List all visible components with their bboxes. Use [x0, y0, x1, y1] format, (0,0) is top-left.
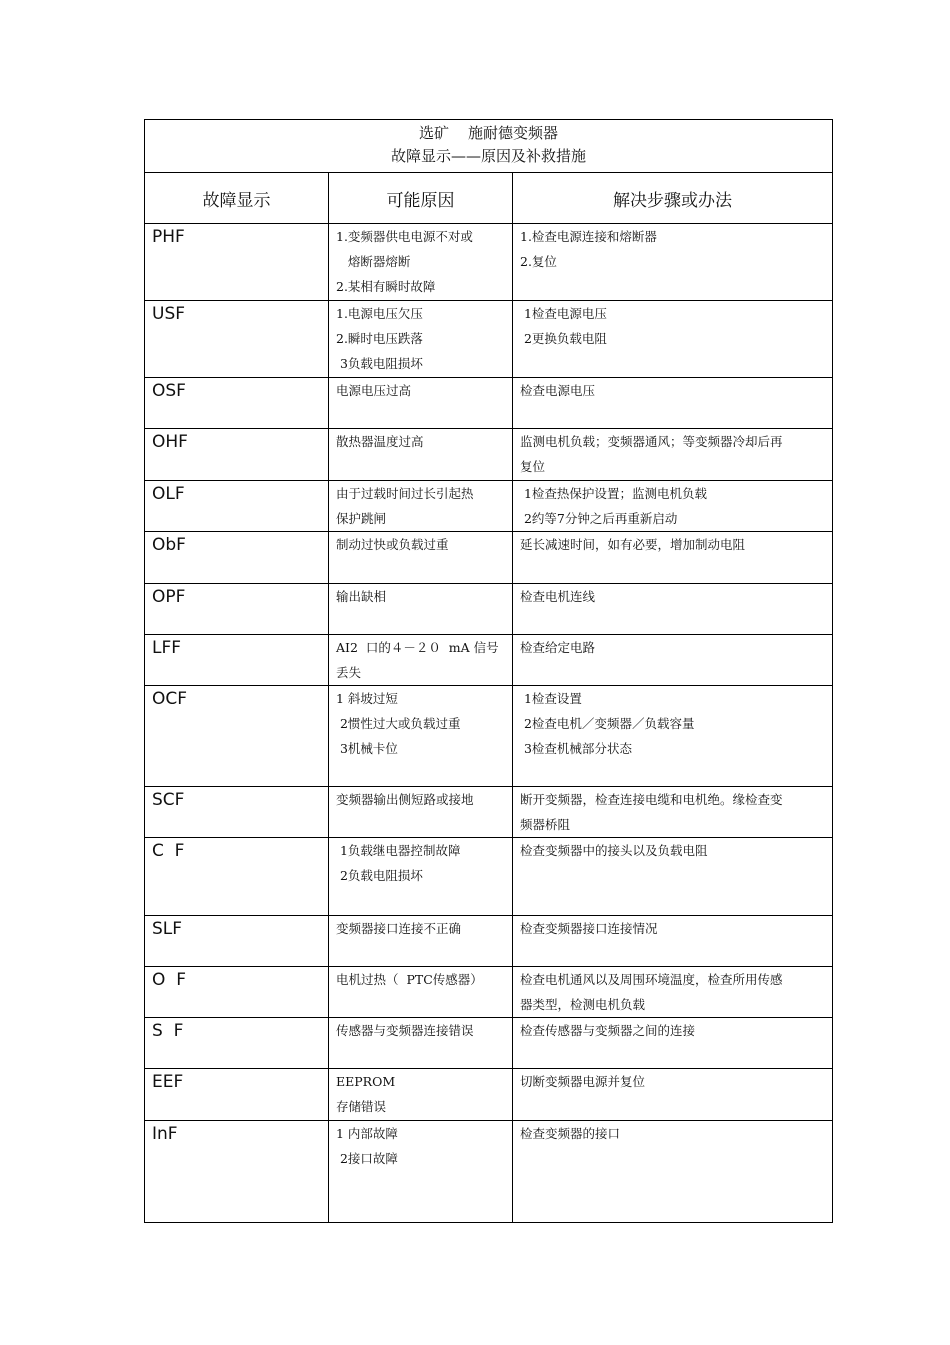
solution-line: 1.检查电源连接和熔断器: [520, 229, 657, 244]
solution-line: 频器桥阻: [520, 817, 571, 832]
table-row: [145, 787, 833, 838]
table-row: [145, 584, 833, 635]
cause-line: 1.变频器供电电源不对或: [336, 229, 473, 244]
fault-code: C F: [145, 838, 329, 916]
cause-line: 1 内部故障: [336, 1126, 398, 1141]
solution-line: 断开变频器，检查连接电缆和电机绝。缘检查变: [520, 792, 783, 807]
solution-line: 检查变频器中的接头以及负载电阻: [520, 843, 708, 858]
table-row: [145, 532, 833, 584]
cause-line: 1负载继电器控制故障: [336, 843, 461, 858]
header-fault-display: 故障显示: [145, 173, 329, 224]
solution-line: 1检查设置: [520, 691, 582, 706]
solution-cell: [513, 532, 833, 584]
solution-cell: [513, 916, 833, 967]
fault-code: OPF: [145, 584, 329, 635]
solution-line: 检查变频器接口连接情况: [520, 921, 658, 936]
solution-line: 2约等7分钟之后再重新启动: [520, 511, 678, 526]
cause-line: 2.瞬时电压跌落: [336, 331, 423, 346]
cause-line: 传感器与变频器连接错误: [336, 1023, 474, 1038]
solution-line: 复位: [520, 459, 546, 474]
table-row: [145, 838, 833, 916]
header-solution: 解决步骤或办法: [513, 173, 833, 224]
cause-line: 存储错误: [336, 1099, 387, 1114]
cause-line: 由于过载时间过长引起热: [336, 486, 474, 501]
fault-code: OSF: [145, 378, 329, 429]
possible-cause-cell: [329, 838, 513, 916]
cause-line: 熔断器熔断: [336, 254, 411, 269]
possible-cause-cell: [329, 1069, 513, 1121]
title-line-1: 选矿 施耐德变频器: [418, 124, 559, 142]
cause-line: 散热器温度过高: [336, 434, 424, 449]
cause-line: 电源电压过高: [336, 383, 412, 398]
possible-cause-cell: [329, 916, 513, 967]
solution-cell: [513, 967, 833, 1018]
solution-line: 检查传感器与变频器之间的连接: [520, 1023, 696, 1038]
fault-code: O F: [145, 967, 329, 1018]
solution-cell: [513, 481, 833, 532]
solution-line: 1检查热保护设置；监测电机负载: [520, 486, 707, 501]
table-row: [145, 1018, 833, 1069]
header-possible-cause: 可能原因: [329, 173, 513, 224]
solution-cell: [513, 584, 833, 635]
table-row: [145, 1121, 833, 1223]
cause-line: 2惯性过大或负载过重: [336, 716, 461, 731]
solution-cell: [513, 1069, 833, 1121]
possible-cause-cell: [329, 787, 513, 838]
solution-line: 切断变频器电源并复位: [520, 1074, 646, 1089]
cause-line: 3负载电阻损坏: [336, 356, 423, 371]
solution-cell: [513, 635, 833, 686]
possible-cause-cell: [329, 301, 513, 378]
table-row: [145, 686, 833, 787]
solution-line: 2.复位: [520, 254, 557, 269]
solution-line: 1检查电源电压: [520, 306, 607, 321]
title-line-2: 故障显示——原因及补救措施: [391, 147, 587, 165]
table-row: [145, 481, 833, 532]
possible-cause-cell: [329, 532, 513, 584]
possible-cause-cell: [329, 429, 513, 481]
cause-line: 变频器输出侧短路或接地: [336, 792, 474, 807]
cause-line: AI2 口的４－２０ mA 信号: [336, 640, 499, 655]
fault-code: SLF: [145, 916, 329, 967]
fault-code: OLF: [145, 481, 329, 532]
cause-line: 制动过快或负载过重: [336, 537, 449, 552]
solution-line: 2更换负载电阻: [520, 331, 607, 346]
possible-cause-cell: [329, 481, 513, 532]
solution-line: 2检查电机／变频器／负载容量: [520, 716, 695, 731]
possible-cause-cell: [329, 1121, 513, 1223]
fault-code: S F: [145, 1018, 329, 1069]
fault-code: USF: [145, 301, 329, 378]
fault-code: OCF: [145, 686, 329, 787]
solution-cell: [513, 1018, 833, 1069]
possible-cause-cell: [329, 224, 513, 301]
possible-cause-cell: [329, 378, 513, 429]
cause-line: EEPROM: [336, 1074, 396, 1089]
fault-code: OHF: [145, 429, 329, 481]
table-row: [145, 378, 833, 429]
solution-cell: [513, 686, 833, 787]
cause-line: 2负载电阻损坏: [336, 868, 423, 883]
cause-line: 3机械卡位: [336, 741, 398, 756]
cause-line: 电机过热（ PTC传感器）: [336, 972, 483, 987]
fault-code: ObF: [145, 532, 329, 584]
table-row: [145, 224, 833, 301]
table-row: [145, 635, 833, 686]
cause-line: 2.某相有瞬时故障: [336, 279, 436, 294]
cause-line: 2接口故障: [336, 1151, 398, 1166]
table-row: [145, 301, 833, 378]
cause-line: 输出缺相: [336, 589, 387, 604]
solution-cell: [513, 429, 833, 481]
fault-code: LFF: [145, 635, 329, 686]
table-row: [145, 429, 833, 481]
solution-line: 检查给定电路: [520, 640, 596, 655]
cause-line: 丢失: [336, 665, 362, 680]
fault-code: SCF: [145, 787, 329, 838]
possible-cause-cell: [329, 635, 513, 686]
solution-line: 检查变频器的接口: [520, 1126, 621, 1141]
solution-cell: [513, 1121, 833, 1223]
fault-table: [144, 119, 833, 1223]
solution-line: 检查电源电压: [520, 383, 596, 398]
solution-line: 检查电机通风以及周围环境温度，检查所用传感: [520, 972, 783, 987]
cause-line: 1.电源电压欠压: [336, 306, 423, 321]
cause-line: 保护跳闸: [336, 511, 387, 526]
solution-line: 检查电机连线: [520, 589, 596, 604]
fault-code: EEF: [145, 1069, 329, 1121]
solution-cell: [513, 838, 833, 916]
possible-cause-cell: [329, 686, 513, 787]
solution-cell: [513, 787, 833, 838]
table-row: [145, 916, 833, 967]
possible-cause-cell: [329, 967, 513, 1018]
solution-line: 延长减速时间，如有必要，增加制动电阻: [520, 537, 746, 552]
fault-code: PHF: [145, 224, 329, 301]
solution-cell: [513, 301, 833, 378]
possible-cause-cell: [329, 584, 513, 635]
table-title: [145, 120, 833, 173]
solution-line: 3检查机械部分状态: [520, 741, 632, 756]
table-row: [145, 1069, 833, 1121]
solution-line: 器类型，检测电机负载: [520, 997, 646, 1012]
solution-cell: [513, 378, 833, 429]
solution-cell: [513, 224, 833, 301]
table-body: [145, 224, 833, 1223]
solution-line: 监测电机负载；变频器通风；等变频器冷却后再: [520, 434, 783, 449]
cause-line: 1 斜坡过短: [336, 691, 398, 706]
possible-cause-cell: [329, 1018, 513, 1069]
fault-code: InF: [145, 1121, 329, 1223]
cause-line: 变频器接口连接不正确: [336, 921, 462, 936]
table-row: [145, 967, 833, 1018]
